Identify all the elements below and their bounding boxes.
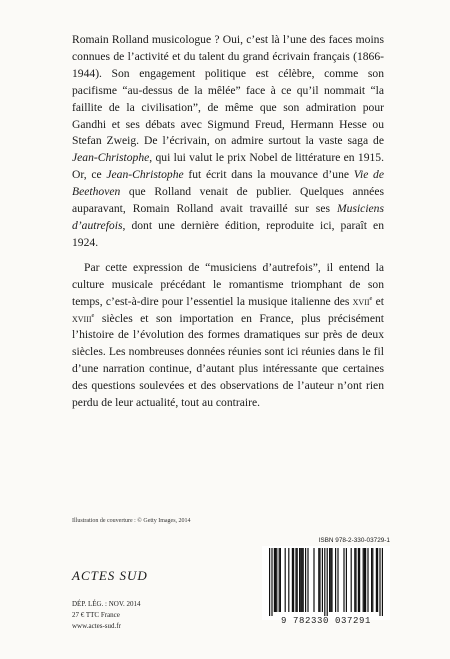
paragraph-2 xyxy=(72,260,384,412)
barcode-bar xyxy=(379,548,380,616)
barcode-bar xyxy=(275,548,276,612)
barcode-bar xyxy=(358,548,359,612)
barcode-bar xyxy=(376,548,377,612)
italic-title: Jean-Christophe xyxy=(72,151,150,165)
superscript: e xyxy=(91,311,95,319)
barcode-bar xyxy=(288,548,289,612)
barcode-bar xyxy=(343,548,344,612)
barcode-bar xyxy=(329,548,330,612)
barcode-bar xyxy=(322,548,323,612)
barcode-bar xyxy=(364,548,365,612)
paragraph-1 xyxy=(72,32,384,252)
barcode-bar xyxy=(313,548,314,612)
barcode-bar xyxy=(299,548,300,612)
barcode-bar xyxy=(372,548,373,612)
barcode-bar xyxy=(303,548,304,612)
barcode xyxy=(262,546,390,620)
barcode-bar xyxy=(337,548,338,612)
barcode-image xyxy=(262,546,390,616)
legal-info xyxy=(72,599,141,632)
text-run: , qui lui valut le prix Nobel de littérature en 1915. Or, ce xyxy=(72,151,384,182)
barcode-bar xyxy=(318,548,319,612)
italic-title: Vie de Beethoven xyxy=(72,168,384,199)
text-run: et xyxy=(372,294,385,308)
barcode-bar xyxy=(363,548,364,612)
barcode-bar xyxy=(293,548,294,612)
text-run: que Rolland venait de publier. Quelques années auparavant, Romain Rolland avait travaillé sur ses xyxy=(72,185,384,216)
barcode-digits: 9 782330 037291 xyxy=(280,616,371,626)
barcode-bar xyxy=(297,548,298,612)
price: 27 € TTC France xyxy=(72,611,120,619)
barcode-bar xyxy=(319,548,320,612)
barcode-bar xyxy=(292,548,293,612)
text-run: , dont une dernière édition, reproduite ici, paraît en 1924. xyxy=(72,218,384,249)
barcode-bar xyxy=(335,548,336,612)
barcode-bar xyxy=(351,548,352,612)
barcode-bar xyxy=(354,548,355,612)
publisher-name: ACTES SUD xyxy=(72,568,148,583)
barcode-bar xyxy=(331,548,332,612)
barcode-bar xyxy=(346,548,347,612)
text-run: fut écrit dans la mouvance d’une xyxy=(183,168,354,182)
italic-title: Jean-Christophe xyxy=(106,168,184,182)
legal-deposit: DÉP. LÉG. : NOV. 2014 xyxy=(72,600,141,608)
barcode-bar xyxy=(327,548,328,616)
barcode-bar xyxy=(377,548,378,612)
barcode-bar xyxy=(359,548,360,612)
text-run: siècles et son importation en France, plus précisément l’histoire de l’évolution des formes dramatiques sur près de deux siècles. Les nombreuses données réunies sont ici réunies dans le fil d’une narration continue, d’autant plus intéressante que certaines des questions soulevées et des observations de l’auteur n’ont rien perdu de leur actualité, tout au contraire. xyxy=(72,311,384,410)
barcode-bar xyxy=(280,548,281,612)
barcode-bar xyxy=(367,548,368,612)
illustration-credit: Illustration de couverture : © Getty Images, 2014 xyxy=(72,518,191,524)
barcode-bar xyxy=(269,548,270,616)
barcode-bar xyxy=(300,548,301,612)
barcode-bar xyxy=(295,548,296,612)
barcode-bar xyxy=(355,548,356,612)
barcode-bar xyxy=(271,548,272,616)
italic-title: Musiciens d’autrefois xyxy=(72,202,384,232)
barcode-bar xyxy=(301,548,302,612)
website-link[interactable]: www.actes-sud.fr xyxy=(72,622,121,630)
back-cover-text xyxy=(72,32,384,412)
century-numeral: xvii xyxy=(352,294,370,308)
barcode-bar xyxy=(371,548,372,612)
barcode-bar xyxy=(274,548,275,612)
isbn-label: ISBN 978-2-330-03729-1 xyxy=(318,537,390,544)
barcode-bar xyxy=(324,548,325,616)
superscript: e xyxy=(369,294,373,302)
barcode-bar xyxy=(365,548,366,612)
barcode-bar xyxy=(279,548,280,612)
text-run: Romain Rolland musicologue ? Oui, c’est là l’une des faces moins connues de l’activité et du talent du grand écrivain français (1866-1944). Son engagement politique est célèbre, comme son pacifisme “au-dessus de la mêlée” face à ce qu’il nommait “la faillite de la civilisation”, de même que son admiration pour Gandhi et ses débats avec Sigmund Freud, Hermann Hesse ou Stefan Zweig. De l’écrivain, on admire surtout la vaste saga de xyxy=(72,33,384,148)
barcode-bar xyxy=(330,548,331,612)
barcode-bar xyxy=(285,548,286,612)
barcode-bar xyxy=(276,548,277,612)
barcode-bar xyxy=(382,548,383,616)
barcode-bar xyxy=(307,548,308,612)
century-numeral: xviii xyxy=(72,311,92,325)
barcode-bar xyxy=(305,548,306,612)
text-run: Par cette expression de “musiciens d’autrefois”, il entend la culture musicale précédant le romantisme triomphant de son temps, c’est-à-dire pour l’essentiel la musique italienne des xyxy=(72,260,384,308)
